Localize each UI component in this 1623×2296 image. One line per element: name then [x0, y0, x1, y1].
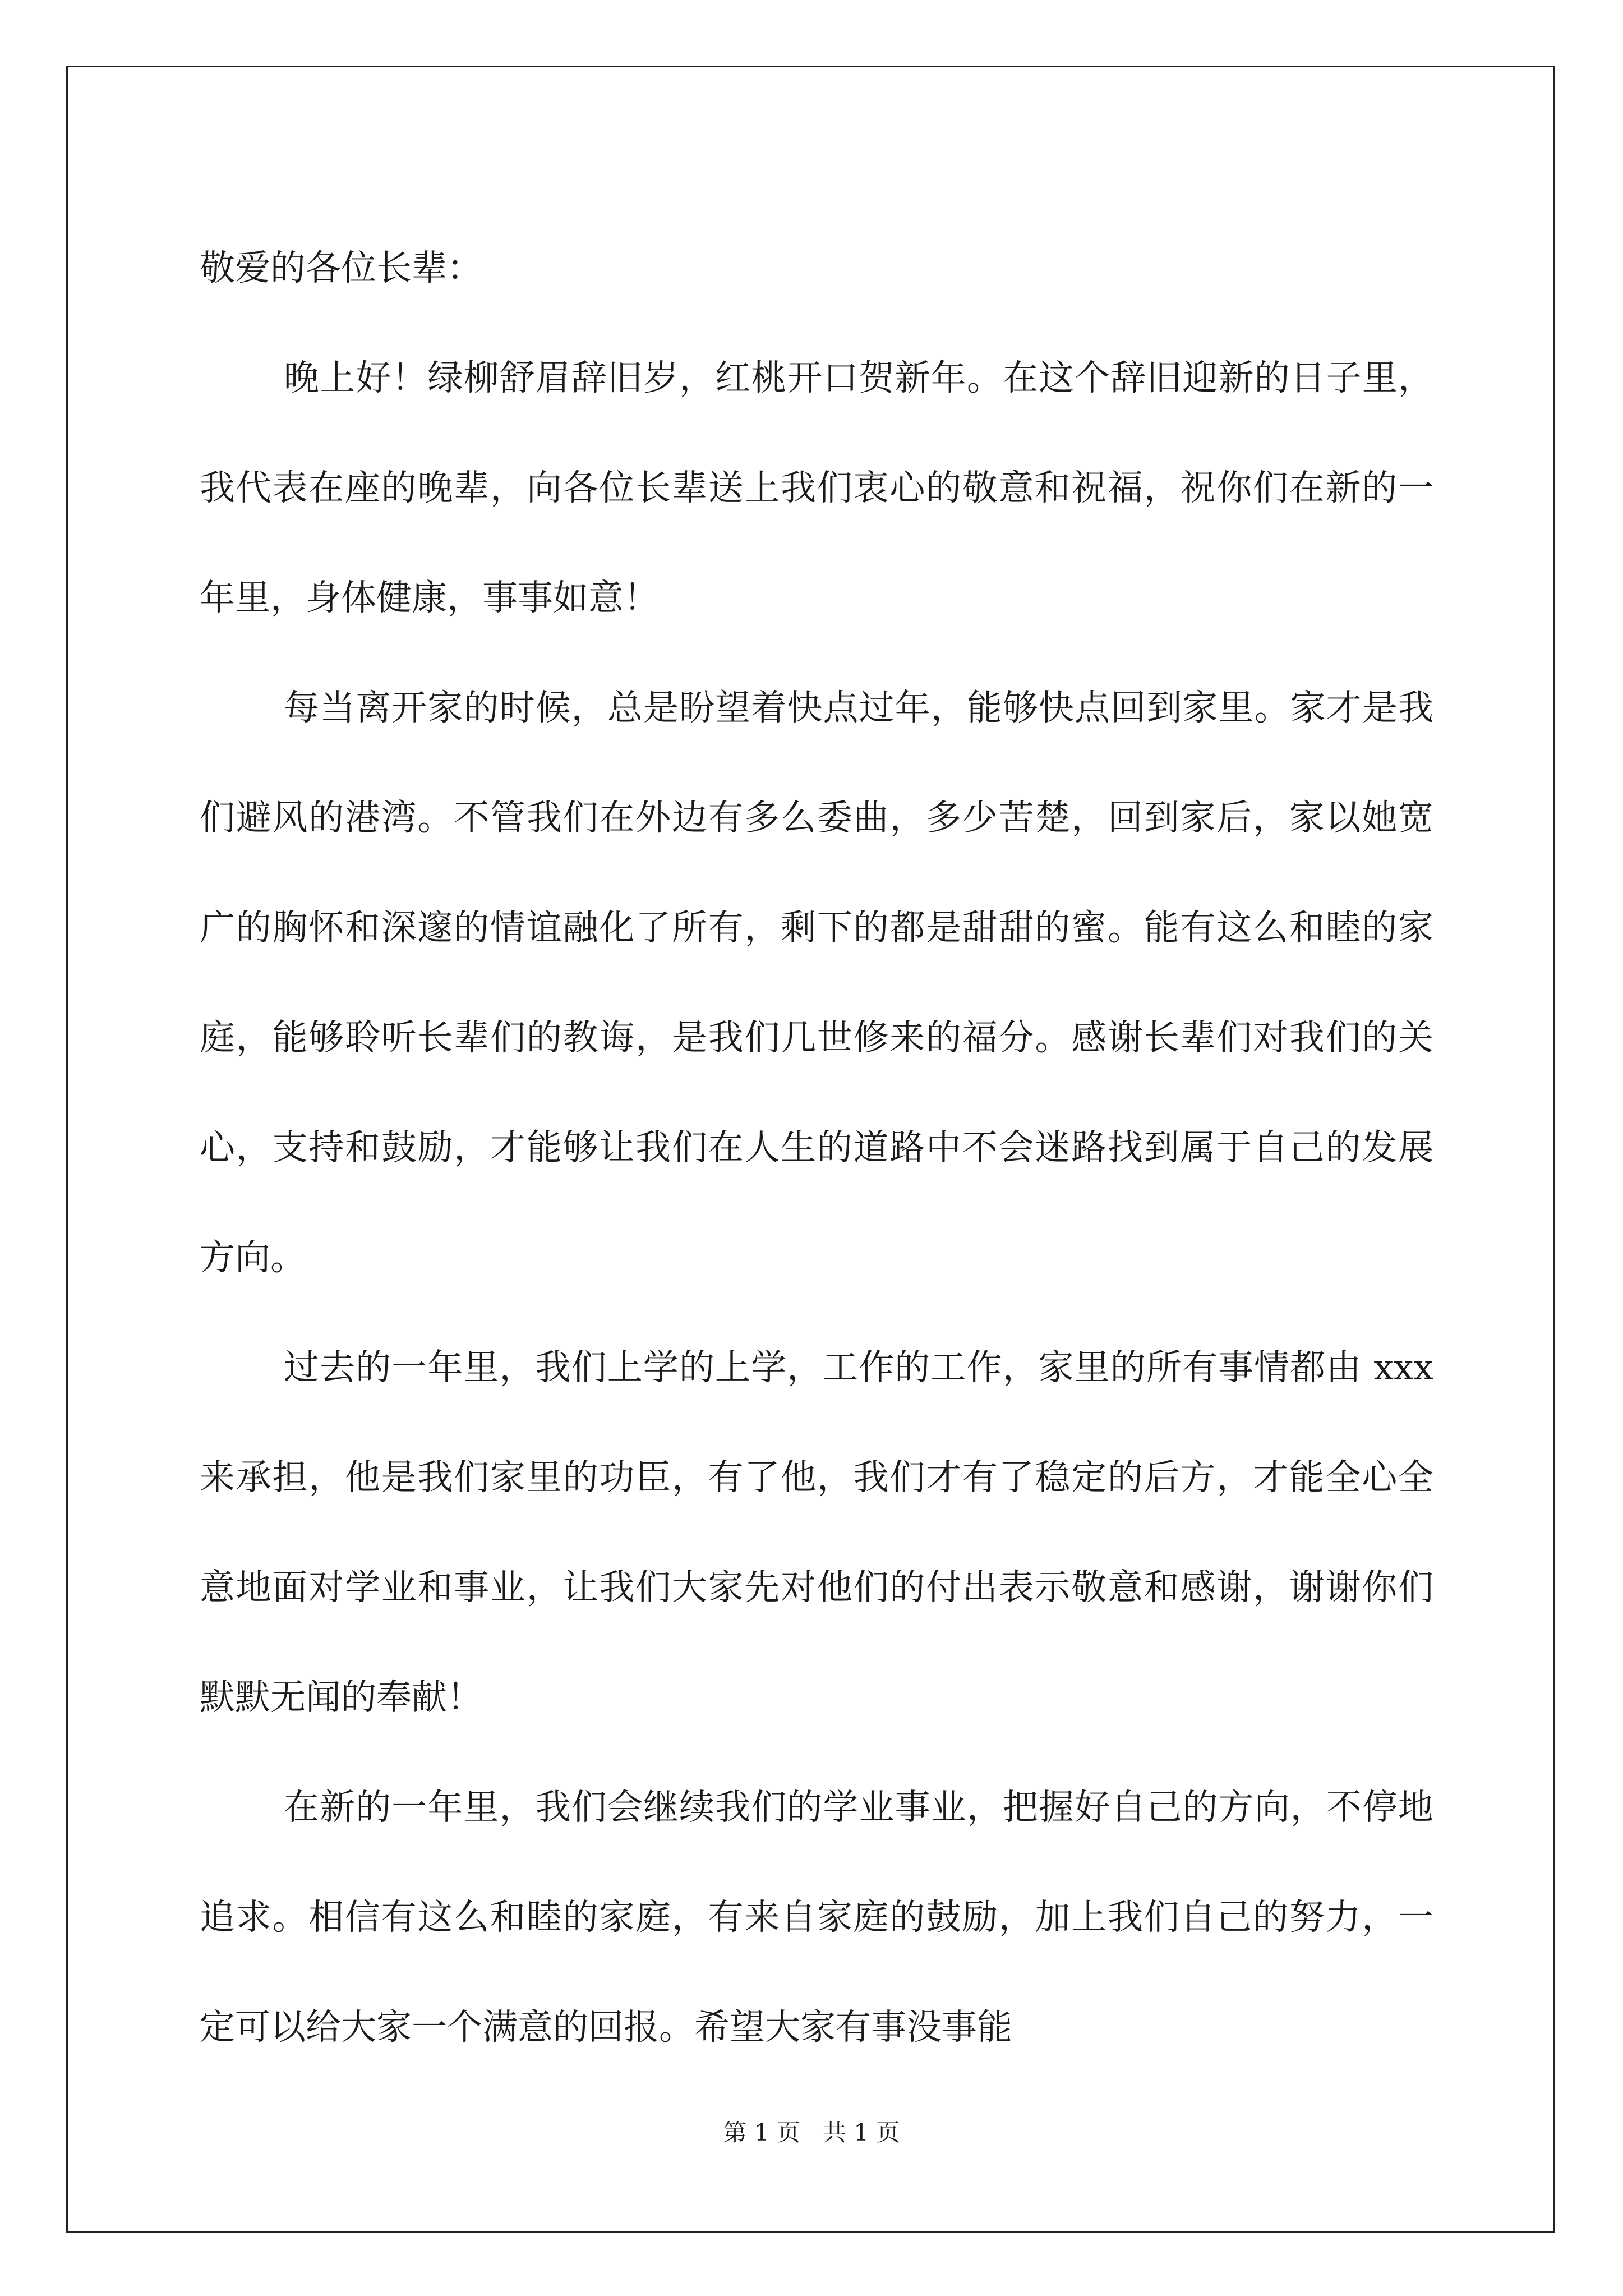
- paragraph-greeting: 晚上好！绿柳舒眉辞旧岁，红桃开口贺新年。在这个辞旧迎新的日子里，我代表在座的晚辈，向各位长辈送上我们衷心的敬意和祝福，祝你们在新的一年里，身体健康，事事如意！: [200, 357, 1433, 618]
- paragraph-past-year: 过去的一年里，我们上学的上学，工作的工作，家里的所有事情都由 xxx 来承担，他是我们家里的功臣，有了他，我们才有了稳定的后方，才能全心全意地面对学业和事业，让我们大家先对他们的付出表示敬意和感谢，谢谢你们默默无闻的奉献！: [200, 1347, 1433, 1718]
- document-body: [200, 213, 1433, 2082]
- salutation: 敬爱的各位长辈：: [200, 247, 482, 288]
- page-footer: 第 1 页 共 1 页: [723, 2119, 900, 2146]
- paragraph-home: 每当离开家的时候，总是盼望着快点过年，能够快点回到家里。家才是我们避风的港湾。不管我们在外边有多么委曲，多少苦楚，回到家后，家以她宽广的胸怀和深邃的情谊融化了所有，剩下的都是甜甜的蜜。能有这么和睦的家庭，能够聆听长辈们的教诲，是我们几世修来的福分。感谢长辈们对我们的关心，支持和鼓励，才能够让我们在人生的道路中不会迷路找到属于自己的发展方向。: [200, 687, 1433, 1278]
- paragraph-new-year: 在新的一年里，我们会继续我们的学业事业，把握好自己的方向，不停地追求。相信有这么和睦的家庭，有来自家庭的鼓励，加上我们自己的努力，一定可以给大家一个满意的回报。希望大家有事没事能: [200, 1787, 1433, 2047]
